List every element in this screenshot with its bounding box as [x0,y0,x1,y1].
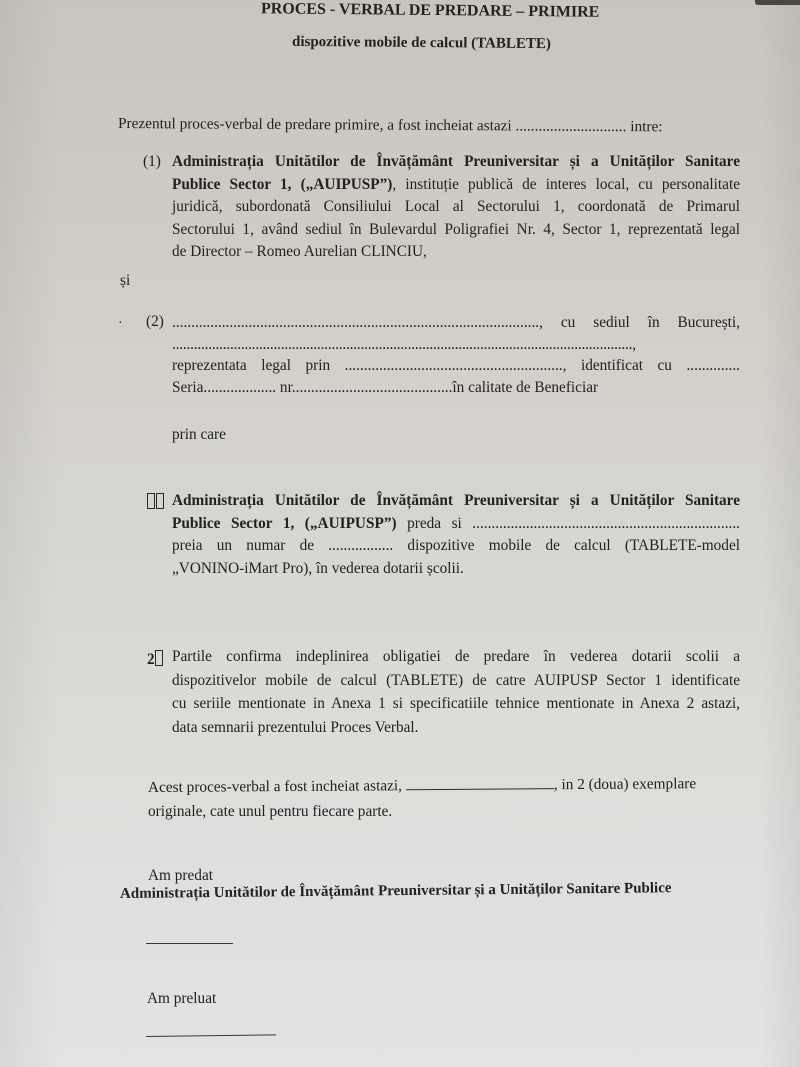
handed-org-name: Administrația Unitătilor de Învățământ Preuniversitar și a Unităților Sanitare Publice [119,880,672,902]
clause2-number: 2 [147,651,155,668]
missing-glyph-icon [147,493,155,509]
party1-line [172,174,740,197]
corner-shadow [755,0,800,5]
clause2-paragraph [172,645,740,739]
handed-signature-line[interactable] [146,943,233,944]
closing-text: Acest proces-verbal a fost incheiat astazi, [147,777,403,796]
clause1-line [172,513,740,536]
party1-text: juridică, subordonată Consiliului Local al Sectorului 1, coordonată de Primarul [172,198,740,216]
clause2-line: Partile confirma indeplinirea obligatiei de predare în vederea dotarii scolii a [172,648,740,665]
bullet-dot: · [118,316,123,331]
page-shadow-left [0,0,60,1067]
party1-director: de Director – Romeo Aurelian CLINCIU, [172,243,427,261]
closing-line-2: originale, cate unul pentru fiecare parte. [148,803,393,820]
clause2-marker [147,650,164,669]
document-subtitle: dispozitive mobile de calcul (TABLETE) [291,33,551,53]
clause2-line: data semnarii prezentului Proces Verbal. [172,718,419,736]
clause2-line: dispozitivelor mobile de calcul (TABLETE) de catre AUIPUSP Sector 1 identificate [172,671,740,689]
clause1-text: „VONINO-iMart Pro), în vederea dotarii școlii. [172,559,464,577]
page-shadow-right [760,0,800,1067]
intro-sentence: Prezentul proces-verbal de predare primire, a fost incheiat astazi ............................. intre: [117,115,663,136]
party1-number: (1) [143,153,161,170]
missing-glyph-icon [156,493,164,509]
party1-line [172,196,740,219]
clause1-line [172,490,740,513]
closing-line-1 [148,773,696,799]
clause2-line: cu seriile mentionate in Anexa 1 si specificatiile tehnice mentionate in Anexa 2 astazi, [172,695,740,712]
clause1-marker [147,493,165,512]
clause1-quantity-field[interactable]: preia un numar de ................. dispozitive mobile de calcul (TABLETE-model [172,537,740,555]
party2-paragraph [172,312,740,398]
party1-line [172,241,740,264]
party1-org-name: Administrația Unitătilor de Învățământ Preuniversitar și a Unităților Sanitare [172,153,740,170]
clause1-recipient-field[interactable]: preda si ...................................................................... [396,514,740,532]
received-signature-line[interactable] [146,1034,276,1037]
clause1-org-name: Administrația Unitătilor de Învățământ Preuniversitar și a Unităților Sanitare [172,492,740,509]
party2-address-field[interactable]: ..............................................................................................................................., [172,335,636,353]
party1-text: , instituție publică de interes local, cu personalitate [392,175,741,193]
party1-line [172,219,740,242]
handed-label: Am predat [148,867,213,884]
closing-text-copies: , in 2 (doua) exemplare [553,775,697,794]
closing-date-field[interactable] [406,774,554,790]
clause1-line [172,535,740,558]
clause1-paragraph [172,490,740,580]
party2-id-field[interactable]: Seria................... nr..........................................în calitate de Beneficiar [172,378,599,396]
party2-representative-field[interactable]: reprezentata legal prin ........................................................., identificat cu .............. [172,357,740,374]
party2-number: (2) [146,313,164,330]
party1-text: Sectorului 1, având sediul în Bulevardul Poligrafiei Nr. 4, Sector 1, reprezentată legal [172,220,740,238]
prin-care-text: prin care [172,426,226,443]
party1-paragraph [172,151,740,264]
conjunction-si: și [120,272,131,289]
clause1-line [172,558,740,581]
party2-name-field[interactable]: ................................................................................................, cu sediul în București, [172,314,740,331]
party1-line [172,151,740,174]
clause1-org-abbrev: Publice Sector 1, („AUIPUSP”) [172,514,397,532]
missing-glyph-icon [155,650,163,666]
party1-org-abbrev: Publice Sector 1, („AUIPUSP”) [172,175,393,193]
document-title: PROCES - VERBAL DE PREDARE – PRIMIRE [260,0,600,21]
received-label: Am preluat [147,990,217,1007]
